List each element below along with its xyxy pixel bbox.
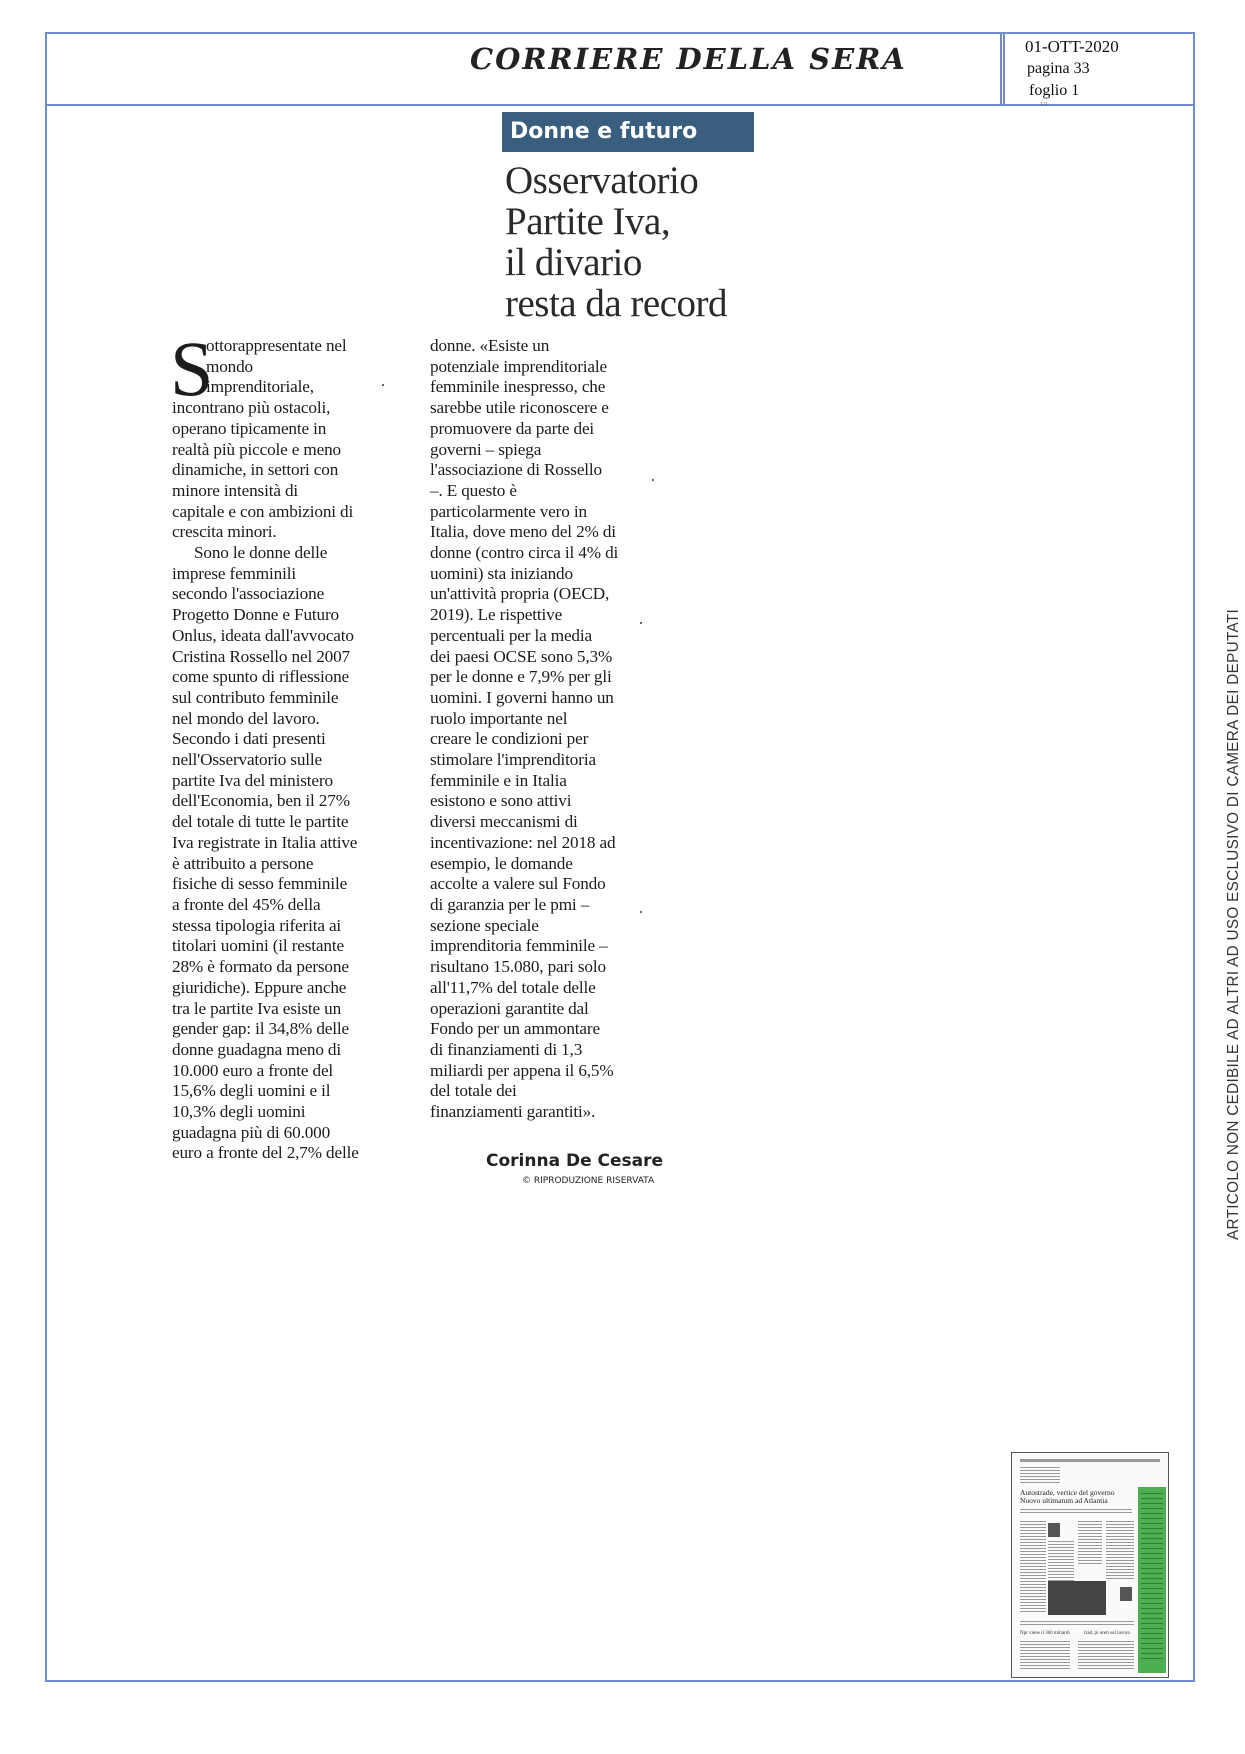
thumbnail-text-block	[1048, 1541, 1074, 1581]
thumbnail-text-block	[1020, 1467, 1060, 1483]
body-line: Secondo i dati presenti	[172, 729, 326, 749]
body-line: imprenditoria femminile –	[430, 936, 608, 956]
body-line: governi – spiega	[430, 439, 542, 459]
thumbnail-text-block	[1020, 1509, 1132, 1515]
body-line: del totale di tutte le partite	[172, 812, 349, 832]
thumbnail-title	[1020, 1489, 1115, 1505]
body-line: dei paesi OCSE sono 5,3%	[430, 646, 613, 666]
body-line: partite Iva del ministero	[172, 770, 333, 790]
body-line: del totale dei	[430, 1081, 517, 1101]
thumbnail-text-block	[1020, 1521, 1046, 1613]
body-line: percentuali per la media	[430, 625, 592, 645]
body-line: gender gap: il 34,8% delle	[172, 1019, 349, 1039]
body-line: imprese femminili	[172, 563, 296, 583]
drop-cap: S	[170, 325, 214, 412]
body-line: mondo	[206, 356, 253, 376]
copyright-notice: © RIPRODUZIONE RISERVATA	[522, 1176, 655, 1186]
body-line: Sono le donne delle	[194, 543, 328, 563]
body-line: operano tipicamente in	[172, 418, 327, 438]
body-line: 10,3% degli uomini	[172, 1102, 306, 1122]
body-line: è attribuito a persone	[172, 853, 314, 873]
thumbnail-subhead: Irad, pi oreti sul lavoro	[1084, 1631, 1130, 1636]
headline-line: Partite Iva,	[505, 200, 671, 243]
body-line: uomini. I governi hanno un	[430, 687, 614, 707]
masthead: CORRIERE DELLA SERA	[470, 42, 907, 76]
body-line: nel mondo del lavoro.	[172, 708, 320, 728]
body-line: sezione speciale	[430, 915, 539, 935]
headline-line: il divario	[505, 241, 642, 284]
body-line: Iva registrate in Italia attive	[172, 832, 358, 852]
thumbnail-subhead: Npr viene il 360 miliardi	[1020, 1631, 1070, 1636]
body-line: minore intensità di	[172, 480, 299, 500]
thumbnail-green-lines	[1141, 1493, 1163, 1663]
body-line: giuridiche). Eppure anche	[172, 977, 347, 997]
body-line: fisiche di sesso femminile	[172, 874, 348, 894]
body-line: secondo l'associazione	[172, 584, 325, 604]
scan-speck	[640, 911, 642, 913]
scan-speck	[640, 622, 642, 624]
page-thumbnail	[1011, 1452, 1169, 1678]
sheet-note: 1/1	[1040, 102, 1048, 108]
body-line: a fronte del 45% della	[172, 894, 321, 914]
body-line: sul contributo femminile	[172, 687, 339, 707]
body-line: euro a fronte del 2,7% delle	[172, 1143, 359, 1163]
body-line: 28% è formato da persone	[172, 957, 349, 977]
thumbnail-photo	[1048, 1523, 1060, 1537]
body-line: capitale e con ambizioni di	[172, 501, 354, 521]
body-line: tra le partite Iva esiste un	[172, 998, 342, 1018]
thumbnail-green-sidebar	[1138, 1487, 1166, 1673]
body-line: esempio, le domande	[430, 853, 573, 873]
thumbnail-text-block	[1020, 1641, 1070, 1671]
thumbnail-photo	[1120, 1587, 1132, 1601]
body-line: particolarmente vero in	[430, 501, 587, 521]
body-line: esistono e sono attivi	[430, 791, 572, 811]
body-line: accolte a valere sul Fondo	[430, 874, 606, 894]
article-column-1	[170, 325, 404, 1164]
body-line: diversi meccanismi di	[430, 812, 578, 832]
body-line: 2019). Le rispettive	[430, 605, 563, 625]
scan-speck	[652, 479, 654, 481]
headline-line: Osservatorio	[505, 159, 699, 202]
thumbnail-text-block	[1078, 1521, 1102, 1565]
body-line: stimolare l'imprenditoria	[430, 750, 596, 770]
page-number: pagina 33	[1027, 60, 1090, 77]
body-line: come spunto di riflessione	[172, 667, 350, 687]
body-line: –. E questo è	[430, 480, 517, 500]
body-line: ottorappresentate nel	[206, 336, 347, 355]
body-line: dinamiche, in settori con	[172, 460, 339, 480]
thumbnail-text-block	[1106, 1521, 1134, 1581]
thumbnail-title-line: Autostrade, vertice del governo	[1020, 1488, 1115, 1497]
body-line: ruolo importante nel	[430, 708, 568, 728]
body-line: Onlus, ideata dall'avvocato	[172, 625, 354, 645]
body-line: di finanziamenti di 1,3	[430, 1039, 583, 1059]
body-line: finanziamenti garantiti».	[430, 1102, 596, 1122]
body-line: donne. «Esiste un	[430, 336, 550, 355]
body-line: stessa tipologia riferita ai	[172, 915, 342, 935]
header-divider	[1000, 32, 1005, 106]
sheet-number: foglio 1	[1029, 82, 1080, 99]
body-line: nell'Osservatorio sulle	[172, 750, 323, 770]
body-line: guadagna più di 60.000	[172, 1122, 331, 1142]
body-line: un'attività propria (OECD,	[430, 584, 610, 604]
body-line: dell'Economia, ben il 27%	[172, 791, 350, 811]
byline: Corinna De Cesare	[486, 1151, 664, 1171]
body-line: Progetto Donne e Futuro	[172, 605, 339, 625]
body-line: femminile e in Italia	[430, 770, 567, 790]
body-line: all'11,7% del totale delle	[430, 977, 596, 997]
body-line: sarebbe utile riconoscere e	[430, 398, 609, 418]
body-line: realtà più piccole e meno	[172, 439, 341, 459]
body-line: Italia, dove meno del 2% di	[430, 522, 616, 542]
body-line: donne (contro circa il 4% di	[430, 543, 619, 563]
body-line: risultano 15.080, pari solo	[430, 957, 606, 977]
scan-speck	[382, 384, 384, 386]
body-line: 10.000 euro a fronte del	[172, 1060, 334, 1080]
page-meta	[1025, 36, 1119, 108]
body-line: incontrano più ostacoli,	[172, 398, 331, 418]
body-line: creare le condizioni per	[430, 729, 589, 749]
thumbnail-text-block	[1078, 1641, 1134, 1671]
body-line: crescita minori.	[172, 522, 277, 542]
issue-date: 01-OTT-2020	[1025, 37, 1119, 56]
body-line: promuovere da parte dei	[430, 418, 595, 438]
usage-restriction-note: ARTICOLO NON CEDIBILE AD ALTRI AD USO ESCLUSIVO DI CAMERA DEI DEPUTATI	[1225, 608, 1242, 1240]
headline-line: resta da record	[505, 282, 728, 325]
body-line: Cristina Rossello nel 2007	[172, 646, 350, 666]
body-line: operazioni garantite dal	[430, 998, 589, 1018]
body-line: titolari uomini (il restante	[172, 936, 344, 956]
body-line: 15,6% degli uomini e il	[172, 1081, 331, 1101]
body-line: uomini) sta iniziando	[430, 563, 573, 583]
body-line: miliardi per appena il 6,5%	[430, 1060, 614, 1080]
body-line: di garanzia per le pmi –	[430, 894, 590, 914]
body-line: per le donne e 7,9% per gli	[430, 667, 612, 687]
body-line: imprenditoriale,	[206, 377, 314, 397]
body-line: femminile inespresso, che	[430, 377, 606, 397]
thumbnail-header-rule	[1020, 1459, 1160, 1462]
body-line: l'associazione di Rossello	[430, 460, 602, 480]
headline	[505, 160, 835, 324]
body-line: donne guadagna meno di	[172, 1039, 342, 1059]
body-line: incentivazione: nel 2018 ad	[430, 832, 616, 852]
body-line: potenziale imprenditoriale	[430, 356, 607, 376]
body-line: Fondo per un ammontare	[430, 1019, 600, 1039]
article-column-2	[430, 336, 662, 1123]
thumbnail-title-line: Nuovo ultimatum ad Atlantia	[1020, 1496, 1108, 1505]
thumbnail-text-block	[1020, 1621, 1134, 1625]
thumbnail-photo	[1048, 1581, 1106, 1615]
section-tag: Donne e futuro	[502, 112, 754, 152]
